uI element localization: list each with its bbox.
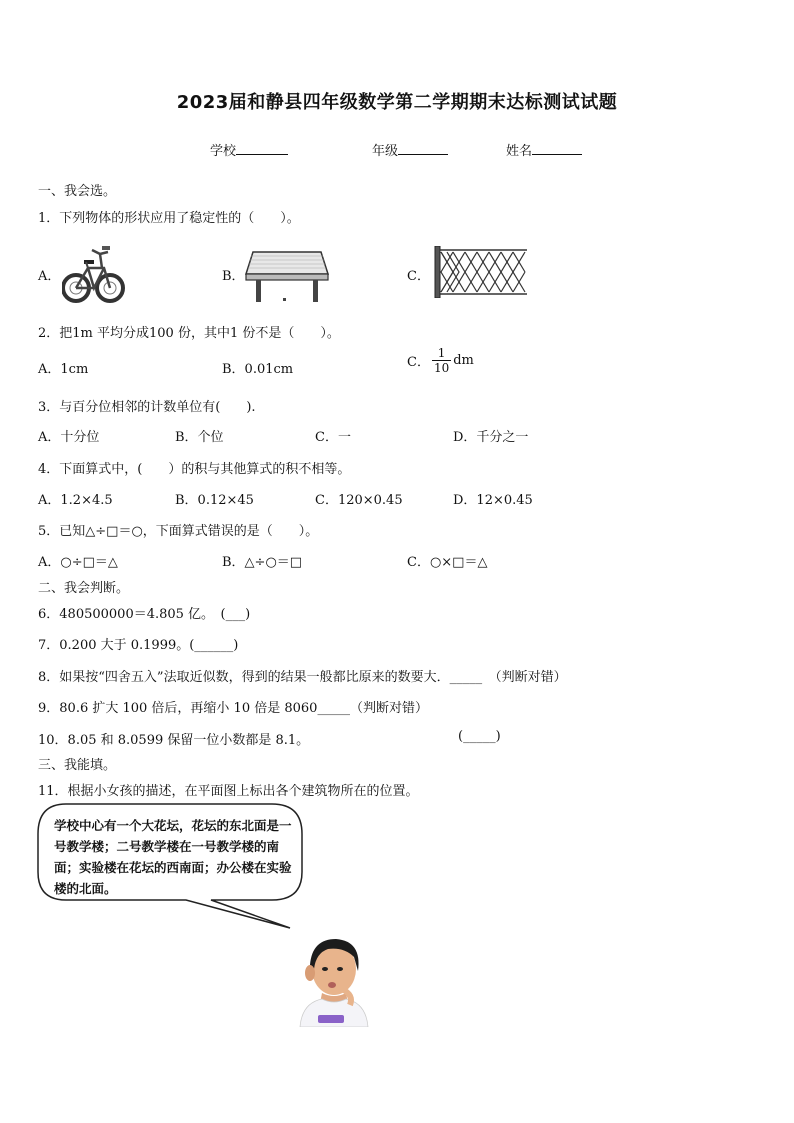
bicycle-icon (62, 240, 126, 306)
q4-option-d: D．12×0.45 (453, 493, 533, 508)
question-5: 5．已知△÷□＝○，下面算式错误的是（ ）。 (38, 524, 319, 539)
name-blank[interactable] (532, 141, 582, 155)
question-1: 1．下列物体的形状应用了稳定性的（ ）。 (38, 211, 300, 226)
school-field (210, 140, 288, 159)
q5-option-a: A．○÷□＝△ (38, 555, 118, 570)
q5-option-b: B．△÷○＝□ (222, 555, 303, 570)
name-label: 姓名 (506, 144, 533, 159)
question-9: 9．80.6 扩大 100 倍后，再缩小 10 倍是 8060_____（判断对错） (38, 701, 428, 716)
q5-option-c: C．○×□＝△ (407, 555, 488, 570)
q1-option-b-label: B． (222, 269, 245, 284)
grade-field (372, 140, 448, 159)
q1-option-a-label: A． (38, 269, 61, 284)
q10-answer-blank: (_____) (458, 729, 501, 744)
q3-option-d: D．千分之一 (453, 430, 529, 445)
page-title: 2023届和静县四年级数学第二学期期末达标测试试题 (176, 92, 618, 113)
section-heading-2: 二、我会判断。 (38, 581, 130, 596)
question-10: 10．8.05 和 8.0599 保留一位小数都是 8.1。 (38, 733, 310, 748)
q2-option-b: B．0.01cm (222, 362, 294, 377)
q4-option-c: C．120×0.45 (315, 493, 403, 508)
q2-option-c-label: C． (407, 355, 430, 370)
q2-option-a: A．1cm (38, 362, 89, 377)
speech-bubble-text: 学校中心有一个大花坛，花坛的东北面是一号教学楼；二号教学楼在一号教学楼的南面；实验楼在花坛的西南面；办公楼在实验楼的北面。 (54, 818, 292, 896)
section-heading-1: 一、我会选。 (38, 184, 117, 199)
retractable-gate-icon (433, 246, 529, 298)
fraction (432, 346, 451, 375)
child-figure-image (292, 935, 372, 1027)
q3-option-b: B．个位 (175, 430, 224, 445)
section-heading-3: 三、我能填。 (38, 758, 117, 773)
school-blank[interactable] (236, 141, 288, 155)
school-label: 学校 (210, 144, 237, 159)
table-icon (245, 248, 329, 304)
fraction-numerator: 1 (432, 346, 451, 361)
question-8: 8．如果按“四舍五入”法取近似数，得到的结果一般都比原来的数要大．_____ （判断对错） (38, 670, 567, 685)
q1-option-c-label: C． (407, 269, 430, 284)
fraction-denominator: 10 (433, 361, 450, 375)
q2-option-c-unit: dm (453, 353, 474, 368)
question-7: 7．0.200 大于 0.1999。(______) (38, 638, 239, 653)
grade-blank[interactable] (398, 141, 448, 155)
question-2: 2．把1m 平均分成100 份，其中1 份不是（ ）。 (38, 326, 340, 341)
question-3: 3．与百分位相邻的计数单位有( ). (38, 400, 256, 415)
q4-option-a: A．1.2×4.5 (38, 493, 113, 508)
q2-option-c (407, 346, 474, 375)
q4-option-b: B．0.12×45 (175, 493, 254, 508)
name-field (506, 140, 582, 159)
question-11: 11．根据小女孩的描述，在平面图上标出各个建筑物所在的位置。 (38, 784, 419, 799)
question-4: 4．下面算式中，( ）的积与其他算式的积不相等。 (38, 462, 351, 477)
grade-label: 年级 (372, 144, 399, 159)
q3-option-c: C．一 (315, 430, 351, 445)
q3-option-a: A．十分位 (38, 430, 100, 445)
question-6: 6．480500000＝4.805 亿。 (___) (38, 607, 251, 622)
